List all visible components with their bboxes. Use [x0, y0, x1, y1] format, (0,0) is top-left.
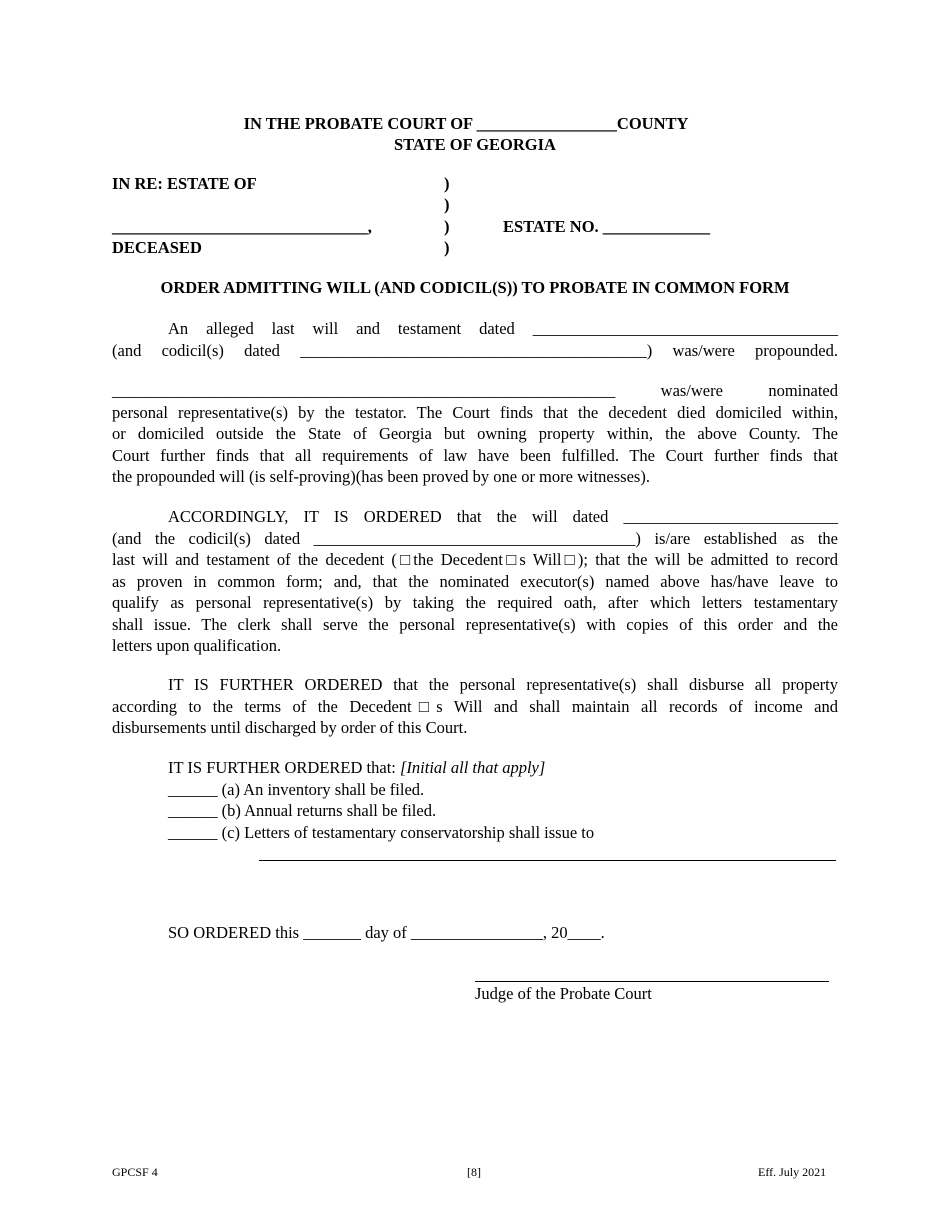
estate-number-field: ESTATE NO. _____________ — [503, 217, 711, 236]
paragraph-line: according to the terms of the Decedent□s Will and shall maintain all records of income and — [112, 696, 838, 716]
will-dated-paragraph — [112, 318, 838, 361]
paragraph-line: (and codicil(s) dated __________________________________________) was/were propounded. — [112, 340, 838, 360]
option-annual-returns: ______ (b) Annual returns shall be filed. — [168, 801, 437, 820]
paragraph-line: last will and testament of the decedent (□the Decedent□s Will□); that the will be admitted to record — [112, 550, 838, 569]
caption-paren: ) — [444, 238, 450, 257]
so-ordered-line: SO ORDERED this _______ day of ________________, 20____. — [168, 923, 605, 942]
options-lead — [168, 757, 838, 779]
page-number: [8] — [467, 1165, 481, 1179]
paragraph-line: letters upon qualification. — [112, 636, 282, 655]
judge-label: Judge of the Probate Court — [475, 984, 652, 1003]
option-conservatorship: ______ (c) Letters of testamentary conservatorship shall issue to — [168, 822, 595, 842]
paragraph-line: disbursements until discharged by order of this Court. — [112, 718, 468, 737]
paragraph-line: the propounded will (is self-proving)(has been proved by one or more witnesses). — [112, 467, 650, 486]
paragraph-line: _____________________________________________________________ was/were nominated — [112, 381, 838, 400]
option-inventory: ______ (a) An inventory shall be filed. — [168, 779, 425, 799]
paragraph-line: Court further finds that all requirements of law have been fulfilled. The Court further finds that — [112, 445, 838, 465]
paragraph-line: personal representative(s) by the testator. The Court finds that the decedent died domiciled within, — [112, 402, 838, 422]
in-re-label: IN RE: ESTATE OF — [112, 174, 257, 193]
deceased-label: DECEASED — [112, 238, 202, 257]
conservator-name-line — [259, 860, 836, 861]
caption-paren: ) — [444, 174, 450, 193]
paragraph-line: or domiciled outside the State of Georgia but owning property within, the above County. The — [112, 424, 838, 443]
paragraph-line: as proven in common form; and, that the nominated executor(s) named above has/have leave to — [112, 571, 838, 591]
paragraph-line: An alleged last will and testament dated _____________________________________ — [168, 319, 838, 338]
caption-paren: ) — [444, 217, 450, 236]
initial-instruction: [Initial all that apply] — [400, 758, 546, 777]
paragraph-line: (and the codicil(s) dated _______________________________________) is/are established as the — [112, 528, 838, 548]
paragraph-line: shall issue. The clerk shall serve the personal representative(s) with copies of this order and the — [112, 614, 838, 634]
disbursement-paragraph — [112, 674, 838, 739]
form-id: GPCSF 4 — [112, 1165, 158, 1179]
accordingly-paragraph — [112, 506, 838, 657]
paragraph-line: IT IS FURTHER ORDERED that the personal representative(s) shall disburse all property — [168, 675, 838, 694]
court-heading: IN THE PROBATE COURT OF _________________COUNTY — [243, 114, 689, 133]
further-ordered-options — [168, 757, 838, 843]
state-heading: STATE OF GEORGIA — [394, 135, 556, 154]
order-title: ORDER ADMITTING WILL (AND CODICIL(S)) TO PROBATE IN COMMON FORM — [160, 278, 790, 297]
caption-paren: ) — [444, 195, 450, 214]
estate-name-blank: _______________________________, — [112, 217, 372, 236]
judge-signature-line — [475, 981, 829, 982]
options-lead-text: IT IS FURTHER ORDERED that: — [168, 758, 400, 777]
paragraph-line: ACCORDINGLY, IT IS ORDERED that the will dated __________________________ — [168, 507, 838, 526]
effective-date: Eff. July 2021 — [758, 1165, 827, 1179]
findings-paragraph — [112, 380, 838, 488]
paragraph-line: qualify as personal representative(s) by taking the required oath, after which letters testamentary — [112, 593, 838, 612]
